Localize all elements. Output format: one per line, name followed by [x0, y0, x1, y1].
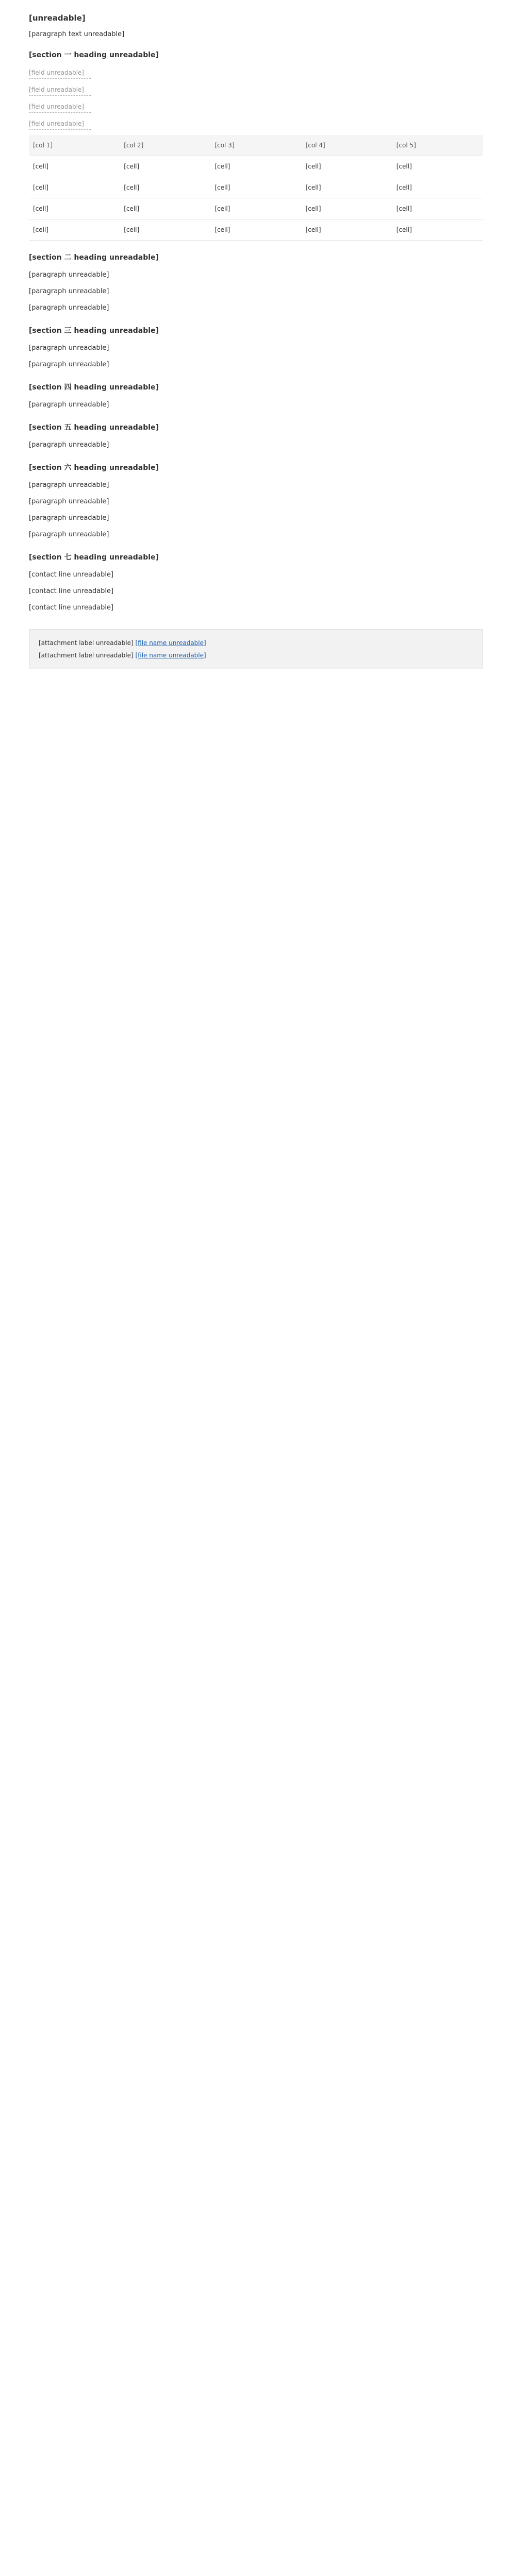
table-cell: [cell]: [210, 156, 301, 177]
attachment-link[interactable]: [file name unreadable]: [135, 652, 206, 659]
paragraph: [paragraph unreadable]: [29, 531, 109, 538]
table-cell: [cell]: [392, 219, 483, 241]
table-cell: [cell]: [210, 198, 301, 219]
lots-table-header-row: [29, 135, 483, 156]
section-6-heading: [section 六 heading unreadable]: [29, 464, 159, 472]
lots-table-header: [col 4]: [302, 135, 392, 156]
table-cell: [cell]: [210, 177, 301, 198]
section-4-heading: [section 四 heading unreadable]: [29, 383, 159, 392]
attachment-row: [39, 649, 473, 662]
lots-table-header: [col 2]: [120, 135, 210, 156]
attachment-label: [attachment label unreadable]: [39, 652, 134, 659]
attachment-label: [attachment label unreadable]: [39, 639, 134, 647]
table-cell: [cell]: [29, 219, 120, 241]
paragraph: [paragraph unreadable]: [29, 498, 109, 505]
table-cell: [cell]: [120, 198, 210, 219]
table-cell: [cell]: [120, 219, 210, 241]
table-cell: [cell]: [392, 198, 483, 219]
section-1-field: [field unreadable]: [29, 101, 483, 113]
section-3: [29, 325, 483, 370]
table-row: [29, 219, 483, 241]
section-5: [29, 422, 483, 451]
paragraph: [paragraph unreadable]: [29, 344, 109, 352]
table-cell: [cell]: [29, 177, 120, 198]
table-cell: [cell]: [120, 177, 210, 198]
lots-table: [29, 135, 483, 241]
paragraph: [paragraph unreadable]: [29, 287, 109, 295]
section-1-heading: [section 一 heading unreadable]: [29, 51, 159, 59]
attachment-link[interactable]: [file name unreadable]: [135, 639, 206, 647]
section-2-heading: [section 二 heading unreadable]: [29, 253, 159, 262]
document-title: [unreadable]: [29, 13, 86, 23]
contact-line: [contact line unreadable]: [29, 604, 114, 612]
section-1-field: [field unreadable]: [29, 84, 483, 96]
contact-line: [contact line unreadable]: [29, 571, 114, 579]
table-cell: [cell]: [120, 156, 210, 177]
table-row: [29, 156, 483, 177]
table-row: [29, 198, 483, 219]
table-cell: [cell]: [29, 198, 120, 219]
section-3-heading: [section 三 heading unreadable]: [29, 327, 159, 335]
section-7-heading: [section 七 heading unreadable]: [29, 553, 159, 562]
contact-line: [contact line unreadable]: [29, 587, 114, 595]
paragraph: [paragraph unreadable]: [29, 271, 109, 279]
table-cell: [cell]: [302, 177, 392, 198]
section-5-heading: [section 五 heading unreadable]: [29, 423, 159, 432]
lots-table-header: [col 5]: [392, 135, 483, 156]
table-cell: [cell]: [302, 198, 392, 219]
paragraph: [paragraph unreadable]: [29, 481, 109, 489]
table-cell: [cell]: [392, 156, 483, 177]
lots-table-header: [col 1]: [29, 135, 120, 156]
attachments-box: [29, 629, 483, 669]
paragraph: [paragraph unreadable]: [29, 304, 109, 312]
paragraph: [paragraph unreadable]: [29, 361, 109, 368]
paragraph: [paragraph unreadable]: [29, 514, 109, 522]
table-cell: [cell]: [302, 156, 392, 177]
table-row: [29, 177, 483, 198]
paragraph: [paragraph unreadable]: [29, 441, 109, 449]
table-cell: [cell]: [210, 219, 301, 241]
lots-table-header: [col 3]: [210, 135, 301, 156]
section-1-field: [field unreadable]: [29, 67, 483, 79]
section-4: [29, 382, 483, 411]
section-2: [29, 252, 483, 314]
table-cell: [cell]: [392, 177, 483, 198]
table-cell: [cell]: [29, 156, 120, 177]
section-1-field: [field unreadable]: [29, 118, 483, 130]
document-lead: [paragraph text unreadable]: [29, 30, 125, 38]
section-1: [29, 49, 483, 241]
table-cell: [cell]: [302, 219, 392, 241]
procurement-notice: [0, 0, 512, 690]
section-7-contacts: [29, 552, 483, 614]
section-6: [29, 462, 483, 540]
attachment-row: [39, 637, 473, 649]
paragraph: [paragraph unreadable]: [29, 401, 109, 409]
